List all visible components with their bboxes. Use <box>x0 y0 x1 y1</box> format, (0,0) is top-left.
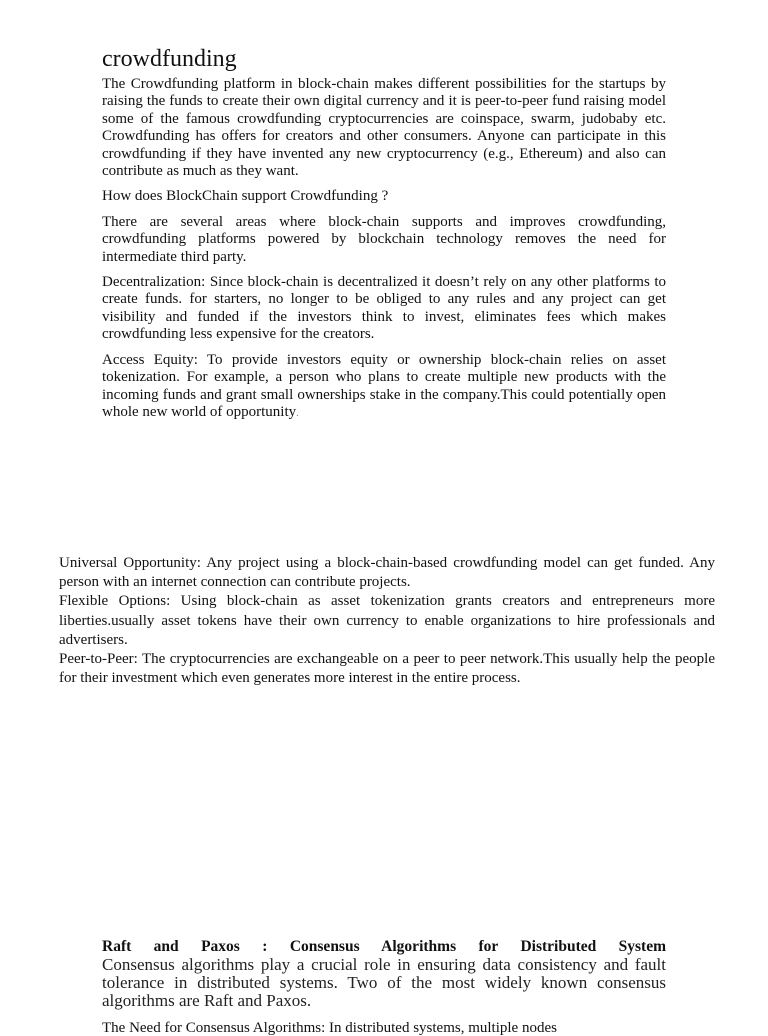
access-equity-text: Access Equity: To provide investors equity or ownership block-chain relies on asset tokenization. For example, a person who plans to create multiple new products with the incoming funds and grant small ownerships stake in the company.This could potentially open whole new world of opportunity <box>102 351 666 420</box>
trailing-dot: . <box>296 406 299 419</box>
decentralization-paragraph: Decentralization: Since block-chain is decentralized it doesn’t rely on any other platforms to create funds. for starters, no longer to be obliged to any rules and any project can get visibility and funded if the investors think to invest, eliminates fees which makes crowdfunding less expensive for the creators. <box>102 274 666 343</box>
flexible-options-paragraph: Flexible Options: Using block-chain as asset tokenization grants creators and entrepreneurs more liberties.usually asset tokens have their own currency to enable organizations to hire professionals and advertisers. <box>59 593 715 648</box>
consensus-title: Raft and Paxos : Consensus Algorithms for Distributed System <box>102 938 666 955</box>
consensus-intro-paragraph: Consensus algorithms play a crucial role in ensuring data consistency and fault tolerance in distributed systems. Two of the most widely known consensus algorithms are Raft and Paxos. <box>102 955 666 1010</box>
support-paragraph: There are several areas where block-chain supports and improves crowdfunding, crowdfunding platforms powered by blockchain technology removes the need for intermediate third party. <box>102 213 666 265</box>
benefits-section <box>59 554 715 688</box>
universal-opportunity-paragraph: Universal Opportunity: Any project using a block-chain-based crowdfunding model can get funded. Any person with an internet connection can contribute projects. <box>59 555 715 591</box>
consensus-cut-text: The Need for Consensus Algorithms: In distributed systems, multiple nodes <box>102 1020 557 1036</box>
consensus-section <box>102 937 666 1036</box>
crowdfunding-section <box>102 44 666 422</box>
peer-to-peer-paragraph: Peer-to-Peer: The cryptocurrencies are exchangeable on a peer to peer network.This usually help the people for their investment which even generates more interest in the entire process. <box>59 651 715 687</box>
consensus-cut-paragraph <box>102 1018 666 1036</box>
access-equity-paragraph <box>102 352 666 423</box>
question-paragraph: How does BlockChain support Crowdfunding ? <box>102 188 389 205</box>
intro-paragraph: The Crowdfunding platform in block-chain makes different possibilities for the startups by raising the funds to create their own digital currency and it is peer-to-peer fund raising model some of the famous crowdfunding cryptocurrencies are coinspace, swarm, judobaby etc. Crowdfunding has offers for creators and other consumers. Anyone can participate in this crowdfunding if they have invented any new cryptocurrency (e.g., Ethereum) and also can contribute as much as they want. <box>102 76 666 180</box>
section-heading: crowdfunding <box>102 46 237 72</box>
